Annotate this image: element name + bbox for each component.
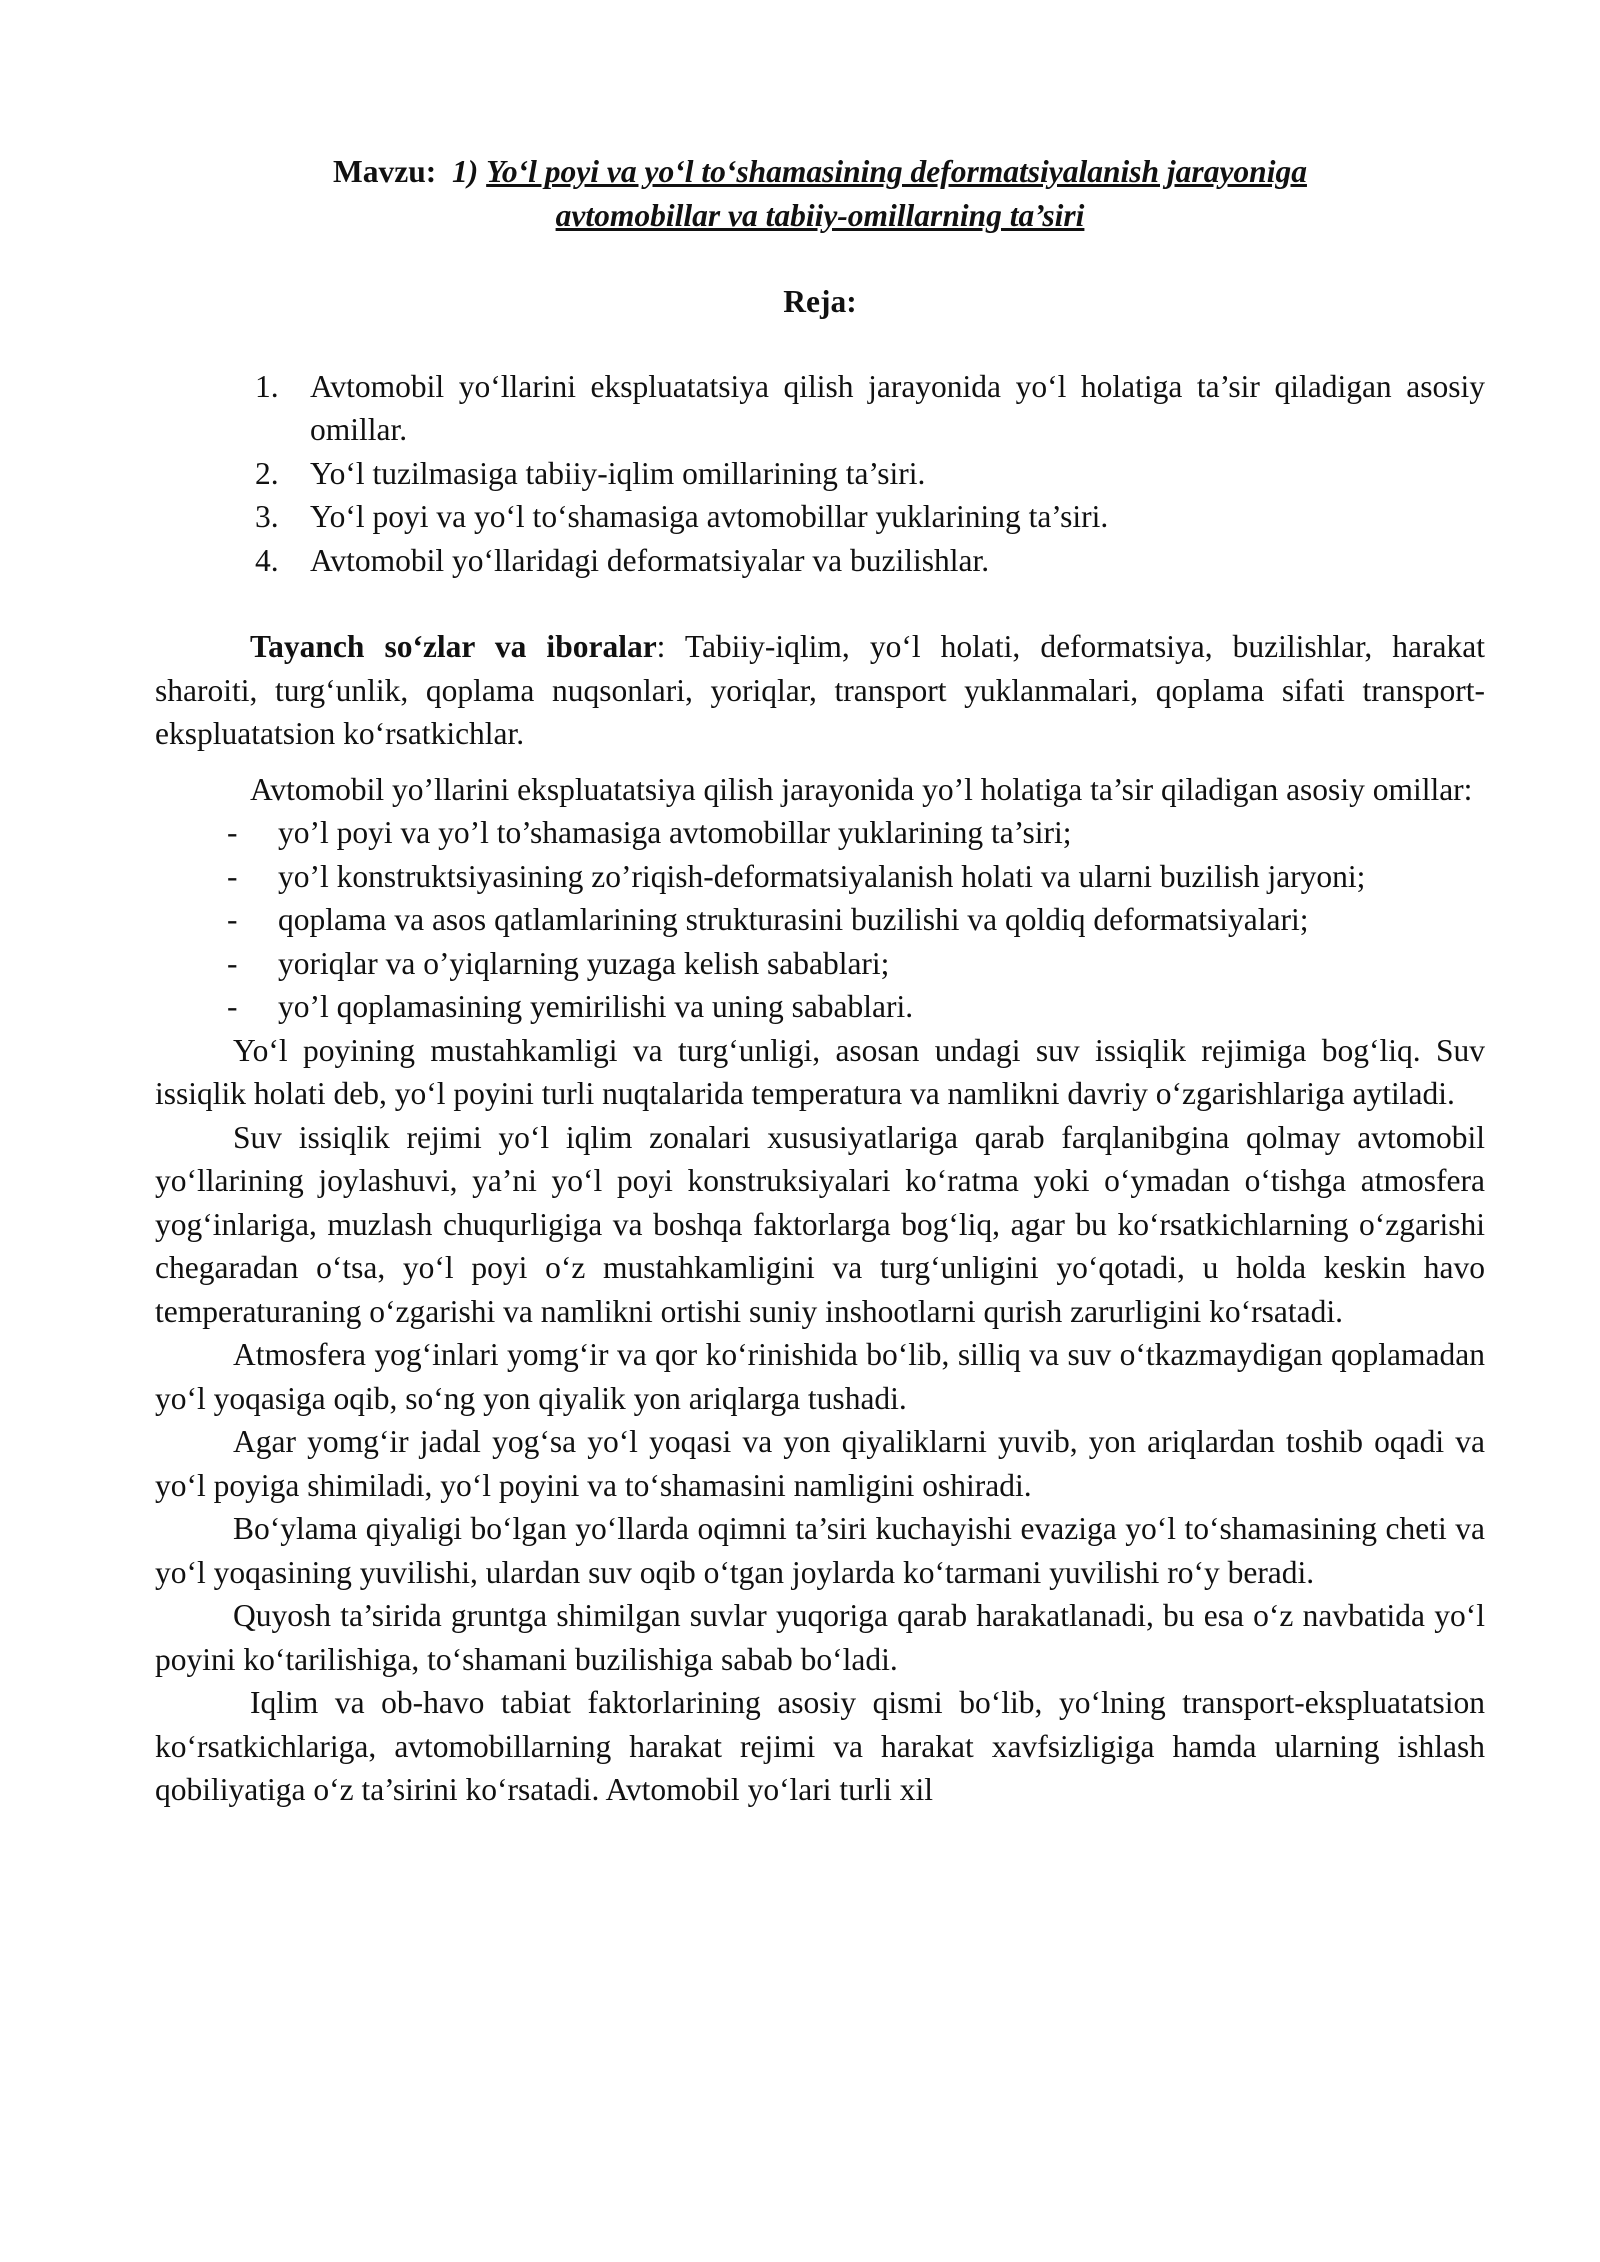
body-paragraph: Quyosh ta’sirida gruntga shimilgan suvlar yuqoriga qarab harakatlanadi, bu esa o‘z navbatida yo‘l poyini ko‘tarilishiga, to‘shamani buzilishiga sabab bo‘ladi. [155, 1598, 1485, 1677]
title-text-line-2: avtomobillar va tabiiy-omillarning ta’siri [555, 197, 1085, 233]
body-paragraph: Agar yomg‘ir jadal yog‘sa yo‘l yoqasi va yon qiyaliklarni yuvib, yon ariqlardan toshib oqadi va yo‘l poyiga shimiladi, yo‘l poyini va to‘shamasini namligini oshiradi. [155, 1424, 1485, 1503]
list-item: - qoplama va asos qatlamlarining strukturasini buzilishi va qoldiq deformatsiyalari; [227, 902, 1309, 937]
factors-list [155, 811, 1485, 1029]
list-item: - yo’l poyi va yo’l to’shamasiga avtomobillar yuklarining ta’siri; [227, 815, 1072, 850]
plan-list [155, 365, 1485, 583]
title-text-line-1: Yo‘l poyi va yo‘l to‘shamasining deformatsiyalanish jarayoniga [486, 154, 1307, 189]
title-number: 1) [452, 154, 479, 189]
body-paragraph: Iqlim va ob-havo tabiat faktorlarining asosiy qismi bo‘lib, yo‘lning transport-ekspluatatsion ko‘rsatkichlariga, avtomobillarning harakat rejimi va harakat xavfsizligiga hamda ularning ishlash qobiliyatiga o‘z ta’sirini ko‘rsatadi. Avtomobil yo‘lari turli xil [155, 1685, 1485, 1807]
keywords-paragraph [155, 625, 1485, 756]
document-title [155, 150, 1485, 237]
list-item: 2. Yo‘l tuzilmasiga tabiiy-iqlim omillarining ta’siri. [255, 455, 926, 491]
list-item: 3. Yo‘l poyi va yo‘l to‘shamasiga avtomobillar yuklarining ta’siri. [255, 499, 1109, 534]
title-line-2 [155, 194, 1485, 238]
factors-intro: Avtomobil yo’llarini ekspluatatsiya qilish jarayonida yo’l holatiga ta’sir qiladigan asosiy omillar: [250, 771, 1473, 807]
list-item: - yoriqlar va o’yiqlarning yuzaga kelish sabablari; [227, 945, 890, 981]
body-paragraph: Suv issiqlik rejimi yo‘l iqlim zonalari xususiyatlariga qarab farqlanibgina qolmay avtomobil yo‘llarining joylashuvi, ya’ni yo‘l poyi konstruksiyalari ko‘ratma yoki o‘ymadan o‘tishga atmosfera yog‘inlariga, muzlash chuqurligiga va boshqa faktorlarga bog‘liq, agar bu ko‘rsatkichlarning o‘zgarishi chegaradan o‘tsa, yo‘l poyi o‘z mustahkamligini va turg‘unligini yo‘qotadi, u holda keskin havo temperaturaning o‘zgarishi va namlikni ortishi suniy inshootlarni qurish zarurligini ko‘rsatadi. [155, 1119, 1485, 1329]
body-paragraph: Yo‘l poyining mustahkamligi va turg‘unligi, asosan undagi suv issiqlik rejimiga bog‘liq. Suv issiqlik holati deb, yo‘l poyini turli nuqtalarida temperatura va namlikni davriy o‘zgarishlariga aytiladi. [155, 1032, 1485, 1111]
list-item: - yo’l qoplamasining yemirilishi va uning sabablari. [227, 989, 914, 1024]
title-label: Mavzu: [333, 154, 437, 189]
list-item: - yo’l konstruktsiyasining zo’riqish-deformatsiyalanish holati va ularni buzilish jaryoni; [227, 858, 1366, 894]
title-line-1 [155, 150, 1485, 194]
body-paragraph: Atmosfera yog‘inlari yomg‘ir va qor ko‘rinishida bo‘lib, silliq va suv o‘tkazmaydigan qoplamadan yo‘l yoqasiga oqib, so‘ng yon qiyalik yon ariqlarga tushadi. [155, 1337, 1485, 1416]
keywords-text: : Tabiiy-iqlim, yo‘l holati, deformatsiya, buzilishlar, harakat sharoiti, turg‘unlik, qoplama nuqsonlari, yoriqlar, transport yuklanmalari, qoplama sifati transport-ekspluatatsion ko‘rsatkichlar. [155, 629, 1485, 751]
plan-heading: Reja: [783, 284, 857, 319]
list-item: 4. Avtomobil yo‘llaridagi deformatsiyalar va buzilishlar. [255, 542, 990, 578]
keywords-label: Tayanch so‘zlar va iboralar [250, 629, 657, 664]
body-paragraph: Bo‘ylama qiyaligi bo‘lgan yo‘llarda oqimni ta’siri kuchayishi evaziga yo‘l to‘shamasining cheti va yo‘l yoqasining yuvilishi, ulardan suv oqib o‘tgan joylarda ko‘tarmani yuvilishi ro‘y beradi. [155, 1511, 1485, 1590]
list-item: 1. Avtomobil yo‘llarini ekspluatatsiya qilish jarayonida yo‘l holatiga ta’sir qiladigan asosiy omillar. [255, 368, 1485, 447]
